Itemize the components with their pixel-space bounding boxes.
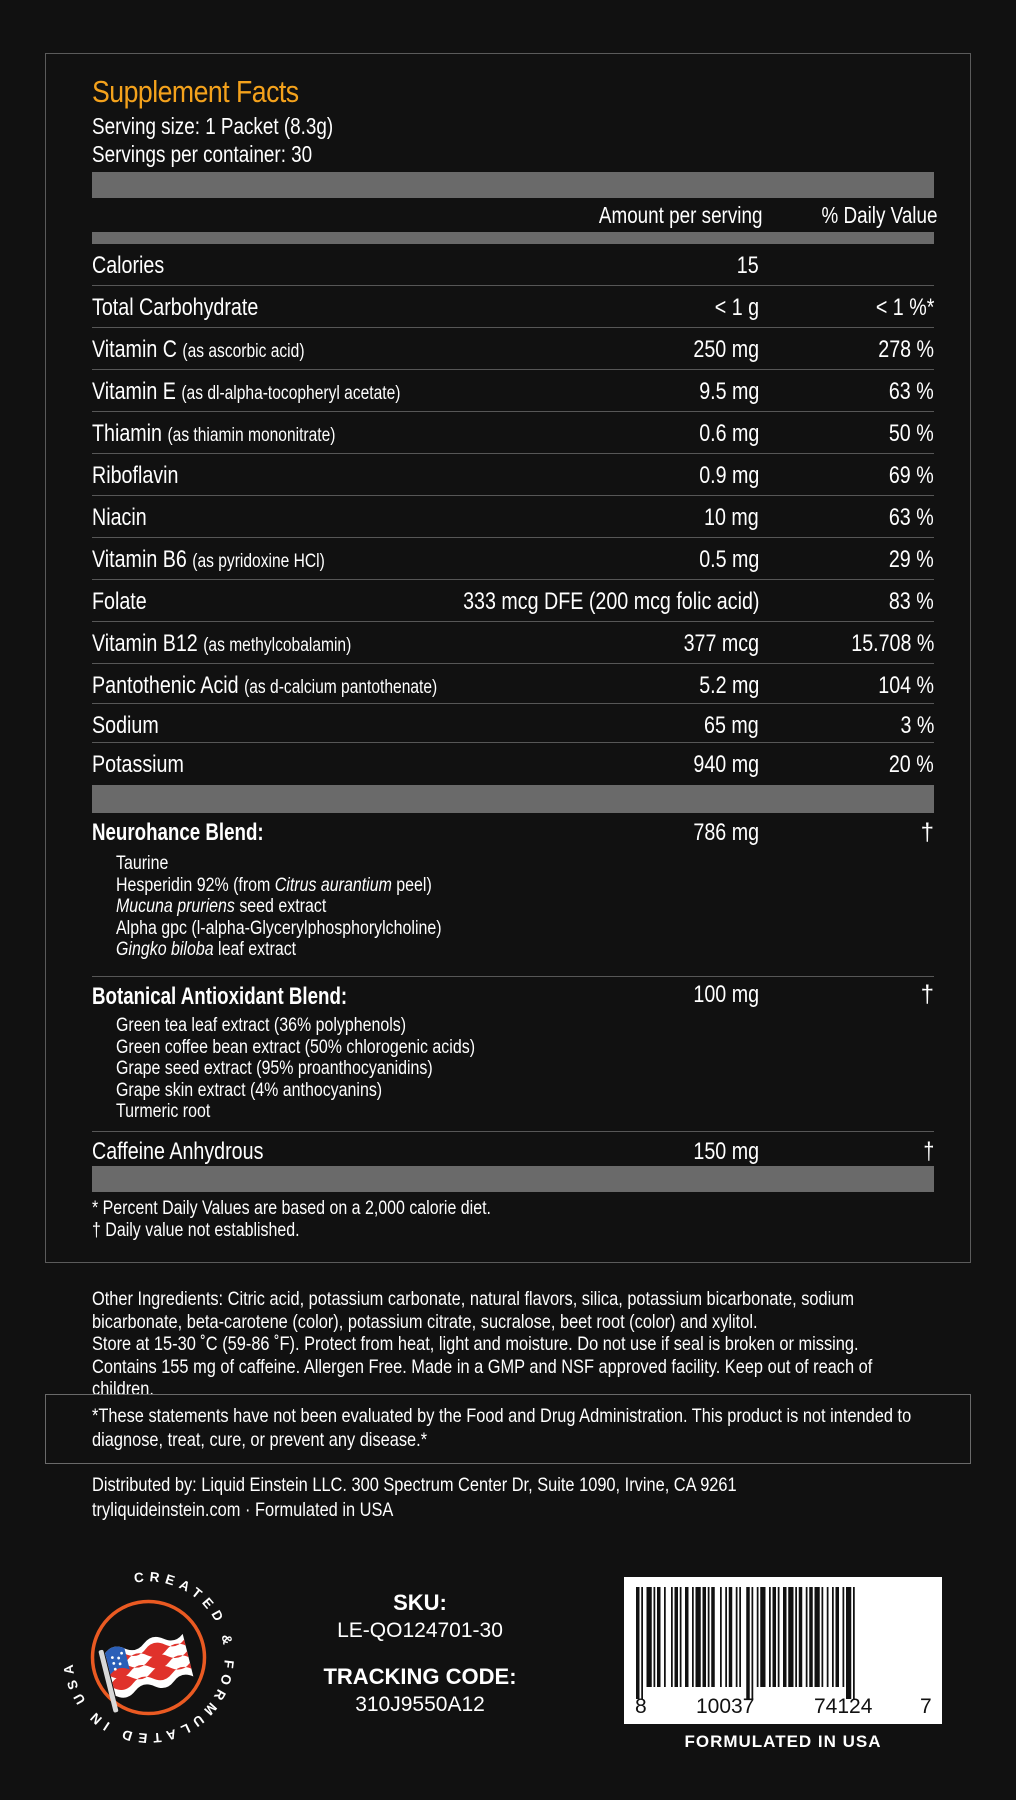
blend-amount: 786 mg: [693, 819, 759, 846]
barcode-bar: [827, 1587, 829, 1687]
nutrient-name-text: Folate: [92, 588, 147, 615]
fda-disclaimer: [92, 1405, 924, 1452]
badge-text-path: CREATED & FORMULATED IN USA: [60, 1569, 237, 1746]
fda-disclaimer-box: [45, 1394, 971, 1464]
nutrient-source-note: (as methylcobalamin): [203, 635, 352, 656]
nutrient-daily-value: 50 %: [889, 420, 934, 447]
nutrient-row: [92, 454, 934, 496]
blend-ingredient: [116, 939, 442, 961]
nutrient-daily-value: 29 %: [889, 546, 934, 573]
nutrient-daily-value: < 1 %*: [875, 294, 934, 321]
nutrient-source-note: (as pyridoxine HCl): [192, 551, 325, 572]
ingredient-text: Grape skin extract (4% anthocyanins): [116, 1079, 383, 1101]
nutrient-row: [92, 622, 934, 664]
barcode-bar: [746, 1587, 750, 1699]
nutrient-source-note: (as thiamin mononitrate): [167, 425, 336, 446]
nutrient-daily-value: 3 %: [900, 712, 934, 739]
barcode-digit-group: 74124: [814, 1695, 873, 1718]
ingredient-text: Turmeric root: [116, 1101, 211, 1122]
nutrient-name: [92, 672, 437, 700]
blend-ingredient: [116, 875, 442, 897]
ingredient-text: leaf extract: [213, 939, 297, 960]
other-ingredients: [92, 1288, 882, 1401]
distributor-line: Distributed by: Liquid Einstein LLC. 300 Spectrum Center Dr, Suite 1090, Irvine, CA 9261: [92, 1474, 737, 1496]
barcode-digit-group: 7: [920, 1695, 932, 1718]
storage-line: Store at 15-30 ˚C (59-86 ˚F). Protect from heat, light and moisture. Do not use if seal is broken or missing.: [92, 1333, 859, 1355]
nutrient-amount: 9.5 mg: [698, 378, 759, 405]
servings-per-container: Servings per container: 30: [92, 141, 313, 167]
barcode-bar: [822, 1587, 824, 1687]
nutrient-name: [92, 546, 325, 574]
nutrient-name: [92, 420, 335, 448]
nutrient-amount: 0.5 mg: [698, 546, 759, 573]
barcode-digit-group: 10037: [696, 1695, 755, 1718]
barcode-bar: [703, 1587, 707, 1687]
barcode-bar: [809, 1587, 813, 1687]
made-in-usa-badge: [56, 1565, 241, 1750]
footnote-dagger: † Daily value not established.: [92, 1220, 300, 1241]
barcode-digit-group: 8: [635, 1695, 647, 1718]
barcode-bar: [641, 1587, 643, 1699]
blend-ingredient-list: [116, 1015, 543, 1123]
nutrient-daily-value: 104 %: [878, 672, 934, 699]
nutrient-row: [92, 328, 934, 370]
barcode-bar: [711, 1587, 715, 1687]
barcode-bar: [799, 1587, 803, 1687]
ingredient-text: seed extract: [234, 896, 327, 917]
nutrient-amount: 940 mg: [693, 751, 759, 778]
nutrient-name-text: Vitamin E: [92, 378, 176, 405]
barcode-bar: [795, 1587, 797, 1687]
nutrient-name-text: Sodium: [92, 712, 159, 739]
nutrient-amount: 333 mcg DFE (200 mcg folic acid): [462, 588, 759, 615]
blend-ingredient: [116, 1080, 475, 1102]
divider-bar-bottom: [92, 1166, 934, 1192]
nutrient-name: [92, 462, 178, 490]
nutrient-row: [92, 412, 934, 454]
botanical-name: Gingko biloba: [116, 939, 214, 960]
tracking-label: TRACKING CODE:: [323, 1664, 517, 1689]
nutrient-name: [92, 504, 147, 532]
barcode-bar: [760, 1587, 765, 1687]
nutrient-name-text: Niacin: [92, 504, 147, 531]
barcode-bar: [739, 1587, 741, 1687]
ingredient-text: Green tea leaf extract (36% polyphenols): [116, 1015, 407, 1036]
barcode-bar: [806, 1587, 808, 1687]
botanical-name: Mucuna pruriens: [116, 896, 235, 917]
barcode-bar: [846, 1587, 851, 1699]
barcode-bar: [657, 1587, 661, 1687]
barcode-bar: [853, 1587, 855, 1699]
nutrient-amount: 15: [737, 252, 759, 279]
disclaimer-line: *These statements have not been evaluated by the Food and Drug Administration. This product is not intended to: [92, 1405, 912, 1427]
ingredient-text: Hesperidin 92% (from: [116, 874, 275, 896]
nutrient-row: [92, 370, 934, 412]
barcode-bar: [685, 1587, 689, 1687]
barcode-bar: [778, 1587, 780, 1687]
blend-daily-value: †: [920, 981, 934, 1008]
nutrient-name: [92, 252, 164, 280]
nutrient-source-note: (as dl-alpha-tocopheryl acetate): [181, 383, 401, 404]
caffeine-row: [92, 1132, 934, 1170]
blend-name: Neurohance Blend:: [92, 819, 264, 846]
nutrient-amount: 377 mcg: [683, 630, 759, 657]
barcode-bar: [757, 1587, 759, 1687]
nutrient-row: [92, 244, 934, 286]
barcode-bar: [671, 1587, 673, 1687]
nutrient-name: [92, 712, 159, 740]
barcode-bar: [692, 1587, 694, 1687]
blend-ingredient: [116, 896, 442, 918]
disclaimer-line: diagnose, treat, cure, or prevent any disease.*: [92, 1428, 428, 1451]
ingredient-text: Green coffee bean extract (50% chlorogenic acids): [116, 1036, 476, 1058]
nutrient-name-text: Vitamin B6: [92, 546, 187, 573]
barcode-bar: [752, 1587, 754, 1699]
barcode: [624, 1577, 942, 1724]
nutrient-amount: 250 mg: [693, 336, 759, 363]
sku-value: LE-QO124701-30: [337, 1619, 503, 1642]
blend-ingredient: [116, 918, 442, 940]
nutrient-amount: 0.9 mg: [698, 462, 759, 489]
blend-ingredient: [116, 1058, 475, 1080]
barcode-bar: [736, 1587, 738, 1687]
barcode-bar: [654, 1587, 656, 1687]
caffeine-allergen-line: Contains 155 mg of caffeine. Allergen Free. Made in a GMP and NSF approved facility. Keep out of reach of children.: [92, 1355, 873, 1400]
barcode-bar: [783, 1587, 787, 1687]
ingredient-text: peel): [391, 874, 432, 896]
blend-ingredient: [116, 853, 442, 875]
sku-block: [290, 1590, 550, 1643]
barcode-bar: [636, 1587, 640, 1699]
formulated-in-usa-label: FORMULATED IN USA: [684, 1732, 882, 1751]
divider-bar-blends: [92, 785, 934, 813]
blend-ingredient: [116, 1037, 475, 1059]
nutrient-daily-value: †: [923, 1138, 934, 1165]
blend-amount: 100 mg: [693, 981, 759, 1008]
nutrient-amount: 10 mg: [704, 504, 759, 531]
nutrient-name: [92, 294, 258, 322]
ingredient-text: Alpha gpc (l-alpha-Glycerylphosphorylcholine): [116, 917, 442, 939]
facts-title: Supplement Facts: [92, 74, 299, 109]
nutrient-name-text: Thiamin: [92, 420, 162, 447]
nutrient-row: [92, 743, 934, 785]
divider-bar-header: [92, 232, 934, 244]
nutrient-name-text: Pantothenic Acid: [92, 672, 239, 699]
blend-ingredient: [116, 1101, 475, 1123]
tracking-value: 310J9550A12: [355, 1693, 485, 1716]
barcode-bar: [675, 1587, 679, 1687]
barcode-bar: [788, 1587, 793, 1687]
nutrient-amount: 65 mg: [704, 712, 759, 739]
nutrient-daily-value: 20 %: [889, 751, 934, 778]
nutrient-name: [92, 588, 147, 616]
nutrient-source-note: (as d-calcium pantothenate): [244, 677, 438, 698]
barcode-bar: [680, 1587, 682, 1687]
nutrient-amount: < 1 g: [714, 294, 759, 321]
blend-daily-value: †: [920, 819, 934, 846]
blend-name: Botanical Antioxidant Blend:: [92, 983, 348, 1010]
nutrient-amount: 5.2 mg: [698, 672, 759, 699]
nutrient-name-text: Vitamin C: [92, 336, 177, 363]
nutrient-row: [92, 286, 934, 328]
nutrient-name: Caffeine Anhydrous: [92, 1138, 264, 1165]
ingredient-text: Taurine: [116, 853, 169, 874]
nutrient-name-text: Riboflavin: [92, 462, 179, 489]
divider-bar-top: [92, 172, 934, 198]
nutrient-row: [92, 704, 934, 743]
nutrient-daily-value: 83 %: [889, 588, 934, 615]
sku-label: SKU:: [393, 1590, 447, 1615]
serving-size: Serving size: 1 Packet (8.3g): [92, 113, 334, 139]
nutrient-name-text: Potassium: [92, 751, 184, 778]
barcode-bar: [696, 1587, 701, 1687]
nutrient-name: [92, 630, 351, 658]
nutrient-name: [92, 336, 305, 364]
row-divider: [92, 976, 934, 977]
nutrient-daily-value: 69 %: [889, 462, 934, 489]
barcode-bar: [664, 1587, 666, 1687]
nutrient-row: [92, 496, 934, 538]
column-header-amount: Amount per serving: [598, 202, 762, 228]
nutrient-amount: 0.6 mg: [698, 420, 759, 447]
badge-graphic: [56, 1565, 241, 1750]
barcode-bar: [769, 1587, 771, 1687]
nutrient-name: [92, 751, 184, 779]
ingredient-text: Grape seed extract (95% proanthocyanidins): [116, 1058, 433, 1079]
nutrient-row: [92, 580, 934, 622]
blend-ingredient: [116, 1015, 475, 1037]
blend-ingredient-list: [116, 853, 504, 961]
barcode-bar: [815, 1587, 820, 1687]
nutrient-row: [92, 664, 934, 704]
nutrient-daily-value: 15.708 %: [850, 630, 934, 657]
barcode-bar: [729, 1587, 733, 1687]
neurohance-blend: [92, 819, 934, 979]
barcode-bar: [725, 1587, 727, 1687]
barcode-bar: [647, 1587, 652, 1687]
nutrient-daily-value: 63 %: [889, 504, 934, 531]
other-ingredients-line: Other Ingredients: Citric acid, potassium carbonate, natural flavors, silica, potassium bicarbonate, sodium: [92, 1288, 855, 1310]
botanical-name: Citrus aurantium: [274, 874, 392, 896]
nutrient-name: [92, 378, 400, 406]
barcode-bar: [832, 1587, 834, 1687]
other-ingredients-line: bicarbonate, beta-carotene (color), potassium citrate, sucralose, beet root (color) and xylitol.: [92, 1310, 758, 1333]
tracking-block: [290, 1664, 550, 1717]
nutrient-row: [92, 538, 934, 580]
nutrient-name-text: Calories: [92, 252, 165, 279]
footnote-daily-values: * Percent Daily Values are based on a 2,000 calorie diet.: [92, 1198, 491, 1219]
supplement-facts-panel: [45, 53, 971, 1263]
barcode-bar: [720, 1587, 722, 1687]
barcode-bars: [624, 1577, 942, 1724]
nutrient-name-text: Total Carbohydrate: [92, 294, 259, 321]
barcode-bar: [773, 1587, 777, 1687]
website-line: tryliquideinstein.com · Formulated in USA: [92, 1499, 394, 1521]
column-header-daily-value: % Daily Value: [820, 202, 937, 228]
nutrient-source-note: (as ascorbic acid): [182, 341, 305, 362]
barcode-bar: [836, 1587, 840, 1687]
nutrient-name-text: Vitamin B12: [92, 630, 198, 657]
barcode-bar: [843, 1587, 845, 1687]
nutrient-daily-value: 278 %: [878, 336, 934, 363]
barcode-bar: [708, 1587, 710, 1687]
nutrient-amount: 150 mg: [693, 1138, 759, 1165]
nutrient-daily-value: 63 %: [889, 378, 934, 405]
